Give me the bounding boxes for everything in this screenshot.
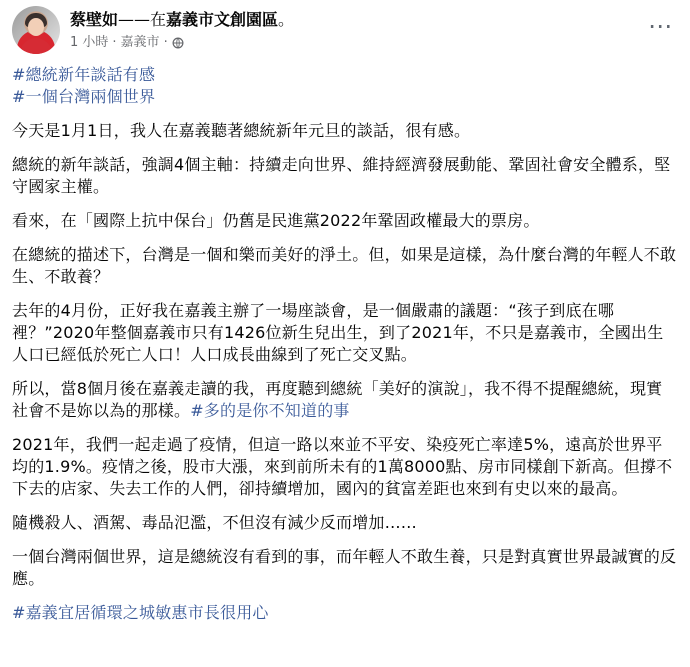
post-time[interactable]: 1 小時 <box>70 35 109 50</box>
avatar-face <box>28 18 44 36</box>
hashtag-link[interactable]: #嘉義宜居循環之城敏惠市長很用心 <box>12 603 269 622</box>
post-meta <box>70 35 184 51</box>
author-location-separator: ——在 <box>118 10 167 29</box>
hashtag-link[interactable]: #一個台灣兩個世界 <box>12 87 156 106</box>
post-paragraph: 看來，在「國際上抗中保台」仍舊是民進黨2022年鞏固政權最大的票房。 <box>12 211 540 230</box>
post-content <box>12 64 678 624</box>
avatar-shirt <box>20 38 52 54</box>
top-hashtags <box>12 64 678 108</box>
author-line <box>70 10 294 30</box>
post-paragraph: 2021年，我們一起走過了疫情，但這一路以來並不平安、染疫死亡率達5%，遠高於世界平均的1.9%。疫情之後，股市大漲，來到前所未有的1萬8000點、房市同樣創下新高。但撐不下去的店家、失去工作的人們，卻持續增加，國內的貧富差距也來到有史以來的最高。 <box>12 435 673 498</box>
meta-separator: · <box>112 35 117 50</box>
post-paragraph-with-tag <box>12 378 678 422</box>
checkin-location[interactable]: 嘉義市文創園區 <box>166 10 279 29</box>
post-paragraph: 在總統的描述下，台灣是一個和樂而美好的淨土。但，如果是這樣，為什麼台灣的年輕人不敢生、不敢養？ <box>12 245 677 286</box>
post-header <box>12 6 678 56</box>
author-name[interactable]: 蔡壁如 <box>70 10 119 29</box>
more-options-button[interactable] <box>646 12 674 40</box>
globe-icon <box>172 37 184 49</box>
meta-separator: · <box>163 35 168 50</box>
author-avatar[interactable] <box>12 6 60 54</box>
post-paragraph-text: 所以，當8個月後在嘉義走讀的我，再度聽到總統「美好的演說」，我不得不提醒總統，現實社會不是妳以為的那樣。 <box>12 379 663 420</box>
hashtag-link[interactable]: #總統新年談話有感 <box>12 65 156 84</box>
post-paragraph: 隨機殺人、酒駕、毒品氾濫，不但沒有減少反而增加…… <box>12 513 418 532</box>
inline-hashtag-link[interactable]: #多的是你不知道的事 <box>190 401 350 420</box>
more-options-icon: ⋯ <box>648 12 672 40</box>
post-paragraph: 今天是1月1日，我人在嘉義聽著總統新年元旦的談話，很有感。 <box>12 121 471 140</box>
post-paragraph: 去年的4月份，正好我在嘉義主辦了一場座談會，是一個嚴肅的議題：“孩子到底在哪裡？”2020年整個嘉義市只有1426位新生兒出生，到了2021年，不只是嘉義市，全國出生人口已經低於死亡人口！人口成長曲線到了死亡交叉點。 <box>12 301 664 364</box>
post-paragraph: 總統的新年談話，強調4個主軸：持續走向世界、維持經濟發展動能、鞏固社會安全體系，堅守國家主權。 <box>12 155 671 196</box>
meta-place: 嘉義市 <box>120 35 160 50</box>
post-paragraph: 一個台灣兩個世界，這是總統沒有看到的事，而年輕人不敢生養，只是對真實世界最誠實的反應。 <box>12 547 677 588</box>
bottom-hashtag-paragraph <box>12 602 678 624</box>
author-line-period: 。 <box>278 10 295 29</box>
